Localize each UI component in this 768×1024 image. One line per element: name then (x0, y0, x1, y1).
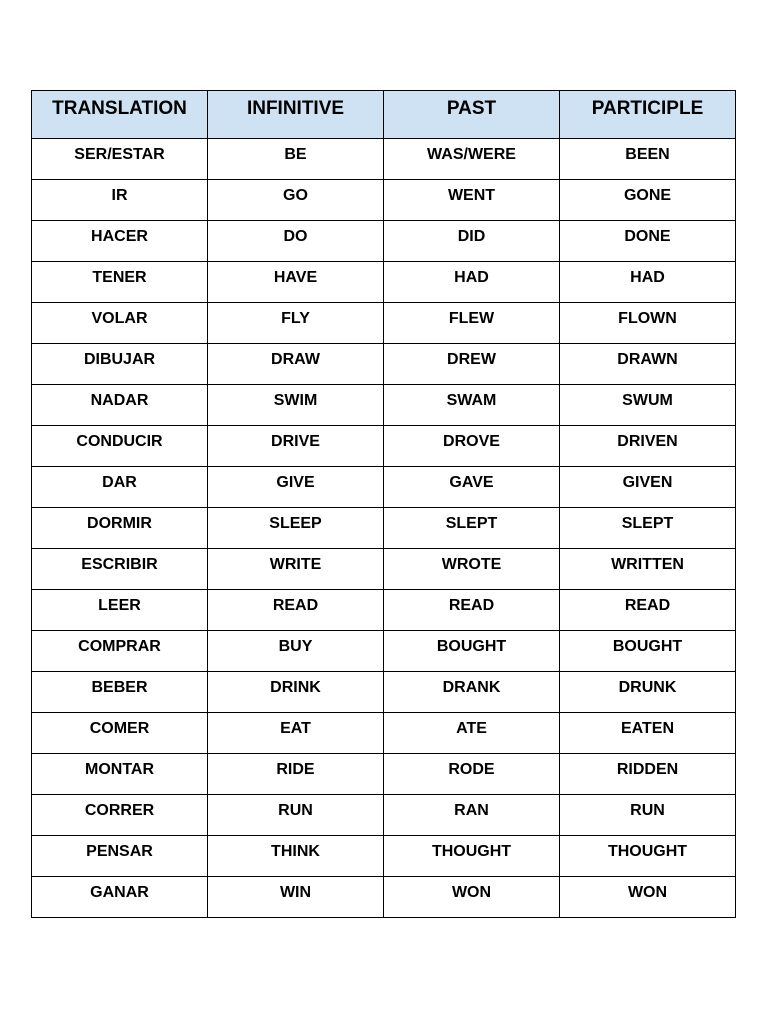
cell-participle: BEEN (560, 139, 736, 180)
cell-participle: DRIVEN (560, 426, 736, 467)
cell-past: WAS/WERE (384, 139, 560, 180)
table-row (32, 426, 736, 467)
cell-past: DRANK (384, 672, 560, 713)
table-row (32, 180, 736, 221)
cell-translation: PENSAR (32, 836, 208, 877)
table-header (32, 91, 736, 139)
cell-infinitive: SLEEP (208, 508, 384, 549)
cell-infinitive: RUN (208, 795, 384, 836)
cell-translation: CORRER (32, 795, 208, 836)
cell-participle: BOUGHT (560, 631, 736, 672)
cell-participle: READ (560, 590, 736, 631)
cell-translation: MONTAR (32, 754, 208, 795)
cell-past: ATE (384, 713, 560, 754)
cell-translation: DIBUJAR (32, 344, 208, 385)
table-row (32, 262, 736, 303)
cell-past: WENT (384, 180, 560, 221)
cell-participle: RIDDEN (560, 754, 736, 795)
cell-past: DROVE (384, 426, 560, 467)
cell-translation: TENER (32, 262, 208, 303)
cell-participle: DRUNK (560, 672, 736, 713)
cell-past: GAVE (384, 467, 560, 508)
cell-translation: DORMIR (32, 508, 208, 549)
header-past: PAST (384, 91, 560, 139)
cell-past: THOUGHT (384, 836, 560, 877)
cell-infinitive: FLY (208, 303, 384, 344)
header-row (32, 91, 736, 139)
cell-infinitive: GIVE (208, 467, 384, 508)
cell-past: SWAM (384, 385, 560, 426)
cell-participle: RUN (560, 795, 736, 836)
table-row (32, 672, 736, 713)
cell-past: SLEPT (384, 508, 560, 549)
table-row (32, 590, 736, 631)
header-infinitive: INFINITIVE (208, 91, 384, 139)
cell-past: FLEW (384, 303, 560, 344)
table-row (32, 754, 736, 795)
cell-infinitive: DRAW (208, 344, 384, 385)
cell-infinitive: DRIVE (208, 426, 384, 467)
cell-past: DREW (384, 344, 560, 385)
table-body (32, 139, 736, 918)
cell-past: HAD (384, 262, 560, 303)
cell-infinitive: EAT (208, 713, 384, 754)
cell-infinitive: GO (208, 180, 384, 221)
cell-translation: GANAR (32, 877, 208, 918)
cell-translation: DAR (32, 467, 208, 508)
cell-translation: ESCRIBIR (32, 549, 208, 590)
cell-infinitive: SWIM (208, 385, 384, 426)
cell-participle: DRAWN (560, 344, 736, 385)
table-row (32, 795, 736, 836)
cell-past: RODE (384, 754, 560, 795)
cell-participle: WON (560, 877, 736, 918)
cell-participle: GONE (560, 180, 736, 221)
cell-translation: BEBER (32, 672, 208, 713)
cell-past: DID (384, 221, 560, 262)
cell-past: WROTE (384, 549, 560, 590)
cell-infinitive: WIN (208, 877, 384, 918)
table-row (32, 877, 736, 918)
cell-infinitive: READ (208, 590, 384, 631)
cell-participle: HAD (560, 262, 736, 303)
table-row (32, 836, 736, 877)
cell-infinitive: THINK (208, 836, 384, 877)
table-row (32, 467, 736, 508)
table-row (32, 713, 736, 754)
table-row (32, 508, 736, 549)
cell-translation: SER/ESTAR (32, 139, 208, 180)
table-row (32, 344, 736, 385)
cell-infinitive: WRITE (208, 549, 384, 590)
cell-past: BOUGHT (384, 631, 560, 672)
table-row (32, 303, 736, 344)
cell-translation: COMPRAR (32, 631, 208, 672)
cell-translation: VOLAR (32, 303, 208, 344)
cell-participle: SLEPT (560, 508, 736, 549)
header-translation: TRANSLATION (32, 91, 208, 139)
cell-participle: THOUGHT (560, 836, 736, 877)
verb-table (31, 90, 736, 918)
cell-infinitive: HAVE (208, 262, 384, 303)
cell-past: RAN (384, 795, 560, 836)
cell-participle: SWUM (560, 385, 736, 426)
cell-past: READ (384, 590, 560, 631)
cell-translation: HACER (32, 221, 208, 262)
table-row (32, 631, 736, 672)
cell-participle: DONE (560, 221, 736, 262)
cell-infinitive: DRINK (208, 672, 384, 713)
table-row (32, 221, 736, 262)
cell-participle: FLOWN (560, 303, 736, 344)
cell-participle: WRITTEN (560, 549, 736, 590)
cell-past: WON (384, 877, 560, 918)
cell-infinitive: RIDE (208, 754, 384, 795)
cell-translation: LEER (32, 590, 208, 631)
cell-infinitive: BE (208, 139, 384, 180)
cell-translation: CONDUCIR (32, 426, 208, 467)
table-row (32, 139, 736, 180)
table-row (32, 549, 736, 590)
cell-translation: NADAR (32, 385, 208, 426)
cell-translation: IR (32, 180, 208, 221)
cell-participle: GIVEN (560, 467, 736, 508)
cell-translation: COMER (32, 713, 208, 754)
cell-participle: EATEN (560, 713, 736, 754)
header-participle: PARTICIPLE (560, 91, 736, 139)
cell-infinitive: DO (208, 221, 384, 262)
table-row (32, 385, 736, 426)
cell-infinitive: BUY (208, 631, 384, 672)
